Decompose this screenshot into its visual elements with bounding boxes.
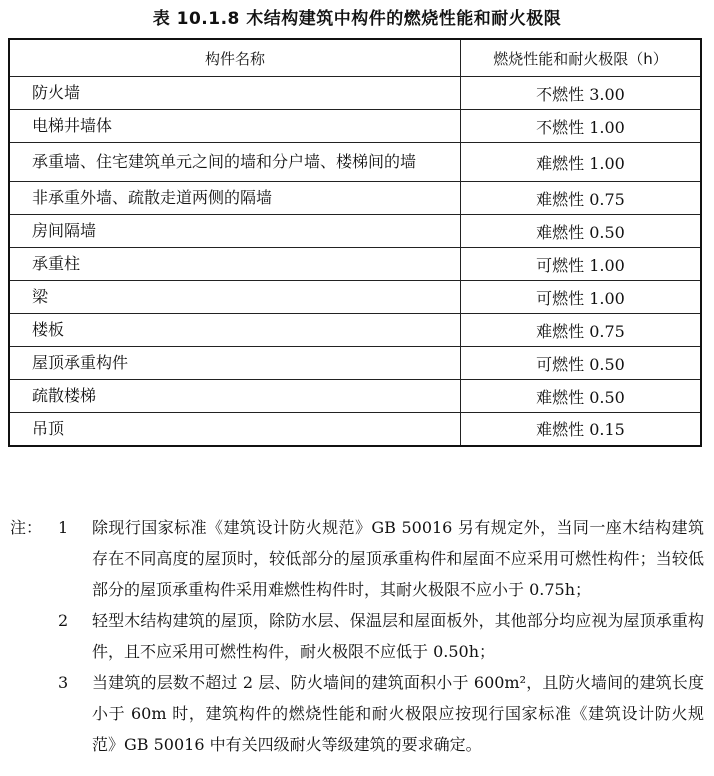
row-name: 承重柱 <box>9 248 461 281</box>
table-title: 表 10.1.8 木结构建筑中构件的燃烧性能和耐火极限 <box>152 9 562 29</box>
row-value: 不燃性 3.00 <box>461 77 702 110</box>
row-name: 非承重外墙、疏散走道两侧的隔墙 <box>9 182 461 215</box>
row-value: 难燃性 1.00 <box>461 143 702 182</box>
row-value: 难燃性 0.75 <box>461 182 702 215</box>
table-row <box>9 281 701 314</box>
row-value: 可燃性 0.50 <box>461 347 702 380</box>
note-indent <box>10 667 58 760</box>
note-number: 1 <box>58 518 69 537</box>
table-header-row <box>9 39 701 77</box>
row-name: 楼板 <box>9 314 461 347</box>
table-row <box>9 347 701 380</box>
note-indent <box>10 605 58 667</box>
row-name: 屋顶承重构件 <box>9 347 461 380</box>
row-name: 承重墙、住宅建筑单元之间的墙和分户墙、楼梯间的墙 <box>9 143 461 182</box>
note-text: 轻型木结构建筑的屋顶，除防水层、保温层和屋面板外，其他部分均应视为屋顶承重构件，且不应采用可燃性构件，耐火极限不应低于 0.50h； <box>92 611 704 661</box>
row-value: 不燃性 1.00 <box>461 110 702 143</box>
table-row <box>9 215 701 248</box>
row-name: 梁 <box>9 281 461 314</box>
table-row <box>9 248 701 281</box>
table-row <box>9 110 701 143</box>
table-row <box>9 413 701 446</box>
row-value: 难燃性 0.50 <box>461 215 702 248</box>
table-row <box>9 380 701 413</box>
note-item <box>10 605 710 667</box>
header-fire-resistance: 燃烧性能和耐火极限（h） <box>461 39 702 77</box>
table-row <box>9 77 701 110</box>
row-name: 吊顶 <box>9 413 461 446</box>
row-value: 可燃性 1.00 <box>461 281 702 314</box>
header-component-name: 构件名称 <box>9 39 461 77</box>
row-value: 难燃性 0.15 <box>461 413 702 446</box>
table-row <box>9 143 701 182</box>
note-text: 当建筑的层数不超过 2 层、防火墙间的建筑面积小于 600m²，且防火墙间的建筑长度小于 60m 时，建筑构件的燃烧性能和耐火极限应按现行国家标准《建筑设计防火规范》GB 50016 中有关四级耐火等级建筑的要求确定。 <box>92 673 704 754</box>
row-name: 疏散楼梯 <box>9 380 461 413</box>
note-text: 除现行国家标准《建筑设计防火规范》GB 50016 另有规定外，当同一座木结构建筑存在不同高度的屋顶时，较低部分的屋顶承重构件和屋面不应采用可燃性构件；当较低部分的屋顶承重构件采用难燃性构件时，其耐火极限不应小于 0.75h； <box>92 518 704 599</box>
row-name: 房间隔墙 <box>9 215 461 248</box>
notes-section <box>10 512 710 760</box>
note-item <box>10 512 710 605</box>
row-value: 可燃性 1.00 <box>461 248 702 281</box>
row-value: 难燃性 0.50 <box>461 380 702 413</box>
notes-prefix: 注： <box>10 518 43 537</box>
table-row <box>9 314 701 347</box>
note-number: 3 <box>58 673 69 692</box>
note-number: 2 <box>58 611 69 630</box>
row-value: 难燃性 0.75 <box>461 314 702 347</box>
row-name: 电梯井墙体 <box>9 110 461 143</box>
note-item <box>10 667 710 760</box>
table-row <box>9 182 701 215</box>
fire-resistance-table <box>8 38 702 447</box>
row-name: 防火墙 <box>9 77 461 110</box>
